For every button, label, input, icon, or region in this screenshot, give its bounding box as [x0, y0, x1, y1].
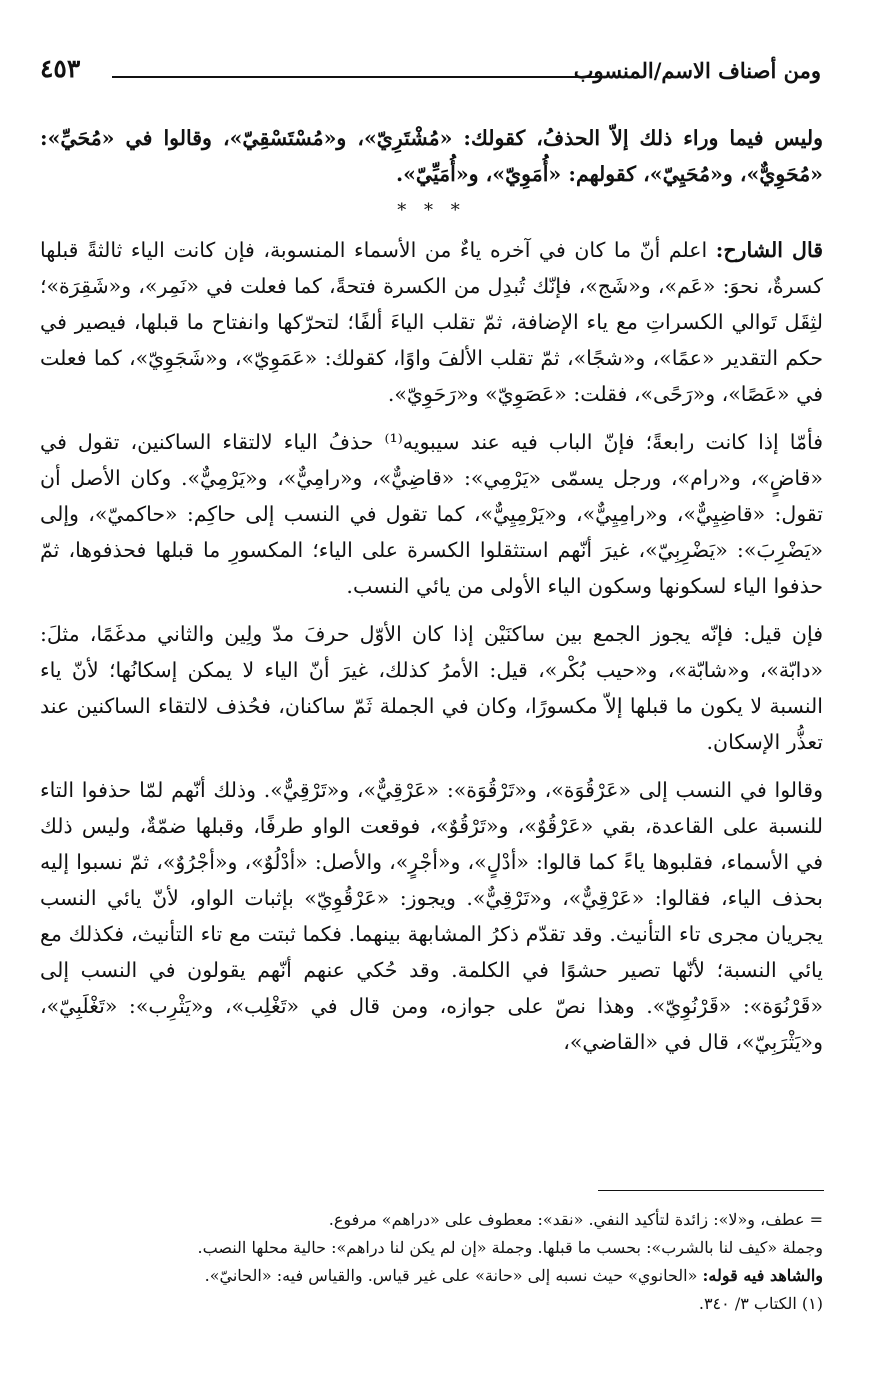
footnote-rule [598, 1190, 824, 1191]
paragraph-text: فأمّا إذا كانت رابعةً؛ فإنّ الباب فيه عند سيبويه⁽¹⁾ حذفُ الياء لالتقاء الساكنين، تقول في «قاضٍ»، و«رام»، ورجل يسمّى «يَرْمِي»: «قاضِيٌّ»، و«رامِيٌّ»، و«يَرْمِيٌّ». وكان الأصل أن تقول: «قاضِيِيٌّ»، و«رامِيِيٌّ»، و«يَرْمِيِيٌّ»، كما تقول في النسب إلى حاكِم: «حاكميّ»، وإلى «يَضْرِبَ»: «يَضْرِبِيّ»، غيرَ أنّهم استثقلوا الكسرة على الياء؛ المكسورِ ما قبلها فحذفوها، ثمّ حذفوا الياء لسكونها وسكون الياء الأولى من يائي النسب. [40, 430, 823, 598]
footnote-text: (١) الكتاب ٣/ ٣٤٠. [698, 1294, 823, 1313]
paragraph-text: وقالوا في النسب إلى «عَرْقُوَة»، و«تَرْقُوَة»: «عَرْقِيٌّ»، و«تَرْقِيٌّ». وذلك أنّهم لمّا حذفوا التاء للنسبة على القاعدة، بقي «عَرْقُوٌ»، و«تَرْقُوٌ»، فوقعت الواو طرفًا، وقبلها ضمّةٌ، وليس ذلك في الأسماء، فقلبوها ياءً كما قالوا: «أدْلٍ»، و«أجْرٍ»، والأصل: «أدْلُوٌ»، و«أجْرُوٌ»، ثمّ نسبوا إليه بحذف الياء، فقالوا: «عَرْقِيٌّ»، و«تَرْقِيٌّ». ويجوز: «عَرْقُوِيّ» بإثبات الواو، لأنّ يائي النسب يجريان مجرى تاء التأنيث. وقد تقدّم ذكرُ المشابهة بينهما. فكما ثبتت مع تاء التأنيث، فكذلك مع يائي النسبة؛ لأنّها تصير حشوًا في الكلمة. وقد حُكي عنهم أنّهم يقولون في النسب إلى «قَرْنُوَة»: «قَرْنُوِيّ». وهذا نصّ على جوازه، ومن قال في «تَغْلِب»، و«يَثْرِب»: «تَغْلَبِيّ»، و«يَثْرَبِيّ»، قال في «القاضي»، [40, 778, 823, 1054]
commentator-lead: قال الشارح: [715, 238, 823, 262]
paragraph-text: فإن قيل: فإنّه يجوز الجمع بين ساكنَيْن إذا كان الأوّل حرفَ مدّ ولِين والثاني مدغَمًا، مثلَ: «دابّة»، و«شابّة»، و«حيب بُكْر»، قيل: الأمرُ كذلك، غيرَ أنّ الياء لا يمكن إسكانُها؛ لأنّ ياء النسبة لا يكون ما قبلها إلاّ مكسورًا، وكان في الجملة ثَمّ ساكنان، فحُذف لالتقاء الساكنين عند تعذُّر الإسكان. [40, 622, 823, 754]
page-number: ٤٥٣ [40, 54, 81, 83]
page-body [40, 120, 823, 1060]
commentary-paragraph [40, 232, 823, 412]
chapter-title: ومن أصناف الاسم/المنسوب [573, 58, 821, 83]
paragraph-text: اعلم أنّ ما كان في آخره ياءٌ من الأسماء المنسوبة، فإن كانت الياء ثالثةً قبلها كسرةٌ، نحوَ: «عَم»، و«شَج»، فإنّك تُبدِل من الكسرة فتحةً، كما فعلت في «نَمِر»، و«شَقِرَة»؛ لثِقَل تَوالي الكسراتِ مع ياء الإضافة، ثمّ تقلب الياءَ ألفًا؛ لتحرّكها وانفتاح ما قبلها، فيصير في حكم التقدير «عمًا»، و«شجًا»، ثمّ تقلب الألفَ واوًا، كقولك: «عَمَوِيّ»، و«شَجَوِيّ»، كما فعلت في «عَصًا»، و«رَحًى»، فقلت: «عَصَوِيّ» و«رَحَوِيّ». [40, 238, 823, 406]
section-separator: * * * [397, 200, 466, 221]
paragraph-gap [40, 412, 823, 424]
footnote-line [40, 1262, 823, 1290]
commentary-paragraph [40, 424, 823, 604]
matn-text: وليس فيما وراء ذلك إلاّ الحذفُ، كقولك: «مُشْتَرِيّ»، و«مُسْتَسْقِيّ»، وقالوا في «مُحَيِّ»: «مُحَوِيٌّ»، و«مُحَيِيّ»، كقولهم: «أُمَوِيّ»، و«أُمَيِّيّ». [40, 126, 823, 186]
footnote-line [40, 1234, 823, 1262]
footnote-line [40, 1206, 823, 1234]
header-rule [112, 76, 603, 78]
footnote-line [40, 1290, 823, 1318]
footnote-text: وجملة «كيف لنا بالشرب»: بحسب ما قبلها. وجملة «إن لم يكن لنا دراهم»: حالية محلها النصب. [197, 1238, 823, 1257]
footnote-lead: والشاهد فيه قوله: [702, 1266, 823, 1285]
paragraph-gap [40, 760, 823, 772]
paragraph-gap [40, 604, 823, 616]
footnote-text: «الحانوي» حيث نسبه إلى «حانة» على غير قياس. والقياس فيه: «الحانيّ». [204, 1266, 703, 1285]
footnote-text: = عطف، و«لا»: زائدة لتأكيد النفي. «نقد»: معطوف على «دراهم» مرفوع. [328, 1210, 823, 1229]
running-header [40, 52, 821, 92]
commentary-paragraph [40, 772, 823, 1060]
footnotes [40, 1206, 823, 1318]
commentary-paragraph [40, 616, 823, 760]
